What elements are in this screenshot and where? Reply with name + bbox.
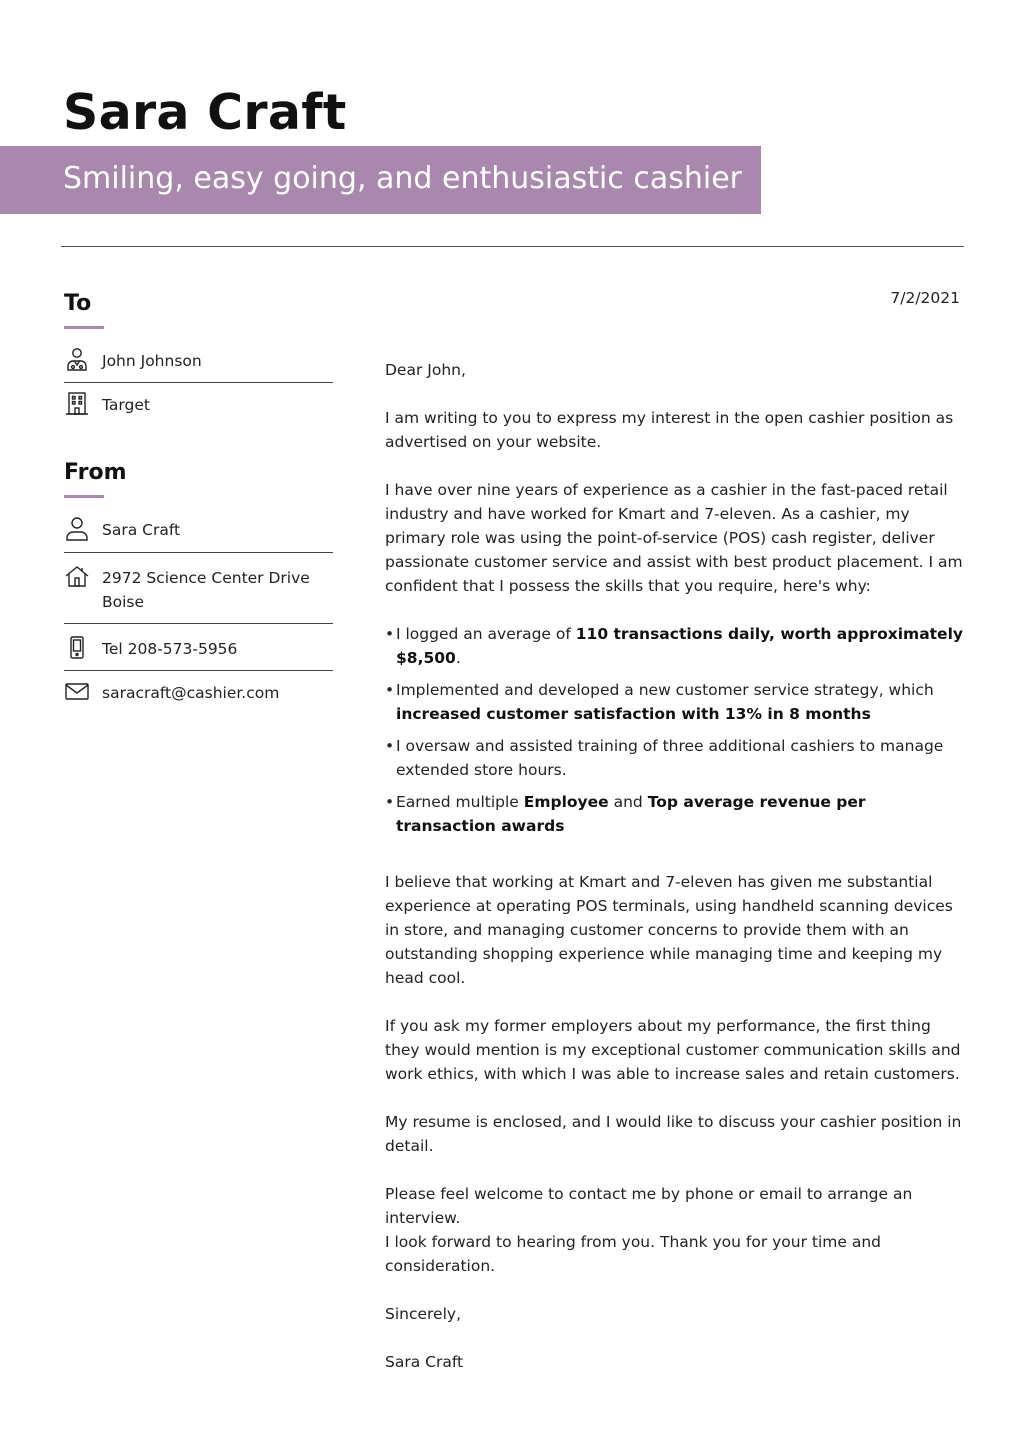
- to-heading-underline: [64, 326, 104, 329]
- paragraph-skills: I believe that working at Kmart and 7-eleven has given me substantial experience at operating POS terminals, using handheld scanning devices in store, and managing customer concerns to provide them with an outstanding shopping experience while managing time and keeping my head cool.: [385, 873, 953, 987]
- to-heading: To: [64, 291, 92, 316]
- tagline: Smiling, easy going, and enthusiastic cashier: [63, 161, 743, 196]
- paragraph-thanks: I look forward to hearing from you. Thank you for your time and consideration.: [385, 1233, 882, 1275]
- applicant-name: Sara Craft: [63, 84, 347, 141]
- paragraph-intro: I am writing to you to express my interest in the open cashier position as advertised on your website.: [385, 409, 954, 451]
- recipient-name: John Johnson: [102, 352, 202, 370]
- person-badge-icon: [64, 347, 90, 373]
- header-divider: [61, 246, 964, 247]
- list-item: • I oversaw and assisted training of three additional cashiers to manage extended store hours.: [385, 734, 965, 782]
- phone-icon: [64, 635, 90, 661]
- paragraph-contact: Please feel welcome to contact me by phone or email to arrange an interview.: [385, 1185, 913, 1227]
- from-heading-underline: [64, 495, 104, 498]
- list-item: • I logged an average of 110 transactions daily, worth approximately $8,500.: [385, 622, 965, 670]
- list-item: • Implemented and developed a new customer service strategy, which increased customer satisfaction with 13% in 8 months: [385, 678, 965, 726]
- signature: Sara Craft: [385, 1353, 464, 1371]
- row-divider: [64, 382, 333, 383]
- sender-name: Sara Craft: [102, 521, 181, 539]
- paragraph-experience: I have over nine years of experience as a cashier in the fast-paced retail industry and have worked for Kmart and 7-eleven. As a cashier, my primary role was using the point-of-service (POS) cash register, deliver passionate customer service and assist with best product placement. I am confident that I possess the skills that you require, here's why:: [385, 481, 963, 595]
- sender-address-line2: Boise: [102, 593, 145, 611]
- home-icon: [64, 564, 90, 590]
- sender-phone: Tel 208-573-5956: [102, 640, 238, 658]
- row-divider: [64, 552, 333, 553]
- building-icon: [64, 391, 90, 417]
- salutation: Dear John,: [385, 361, 466, 379]
- sender-email: saracraft@cashier.com: [102, 684, 280, 702]
- recipient-company: Target: [102, 396, 150, 414]
- from-heading: From: [64, 460, 127, 485]
- row-divider: [64, 670, 333, 671]
- paragraph-resume: My resume is enclosed, and I would like to discuss your cashier position in detail.: [385, 1113, 962, 1155]
- paragraph-performance: If you ask my former employers about my performance, the first thing they would mention is my exceptional customer communication skills and work ethics, with which I was able to increase sales and retain customers.: [385, 1017, 961, 1083]
- closing: Sincerely,: [385, 1305, 462, 1323]
- list-item: • Earned multiple Employee and Top average revenue per transaction awards: [385, 790, 965, 838]
- sender-address-line1: 2972 Science Center Drive: [102, 569, 310, 587]
- letter-date: 7/2/2021: [890, 289, 960, 307]
- mail-icon: [64, 679, 90, 705]
- letter-body: [385, 358, 965, 1398]
- person-icon: [64, 516, 90, 542]
- row-divider: [64, 623, 333, 624]
- achievements-list: [385, 622, 965, 838]
